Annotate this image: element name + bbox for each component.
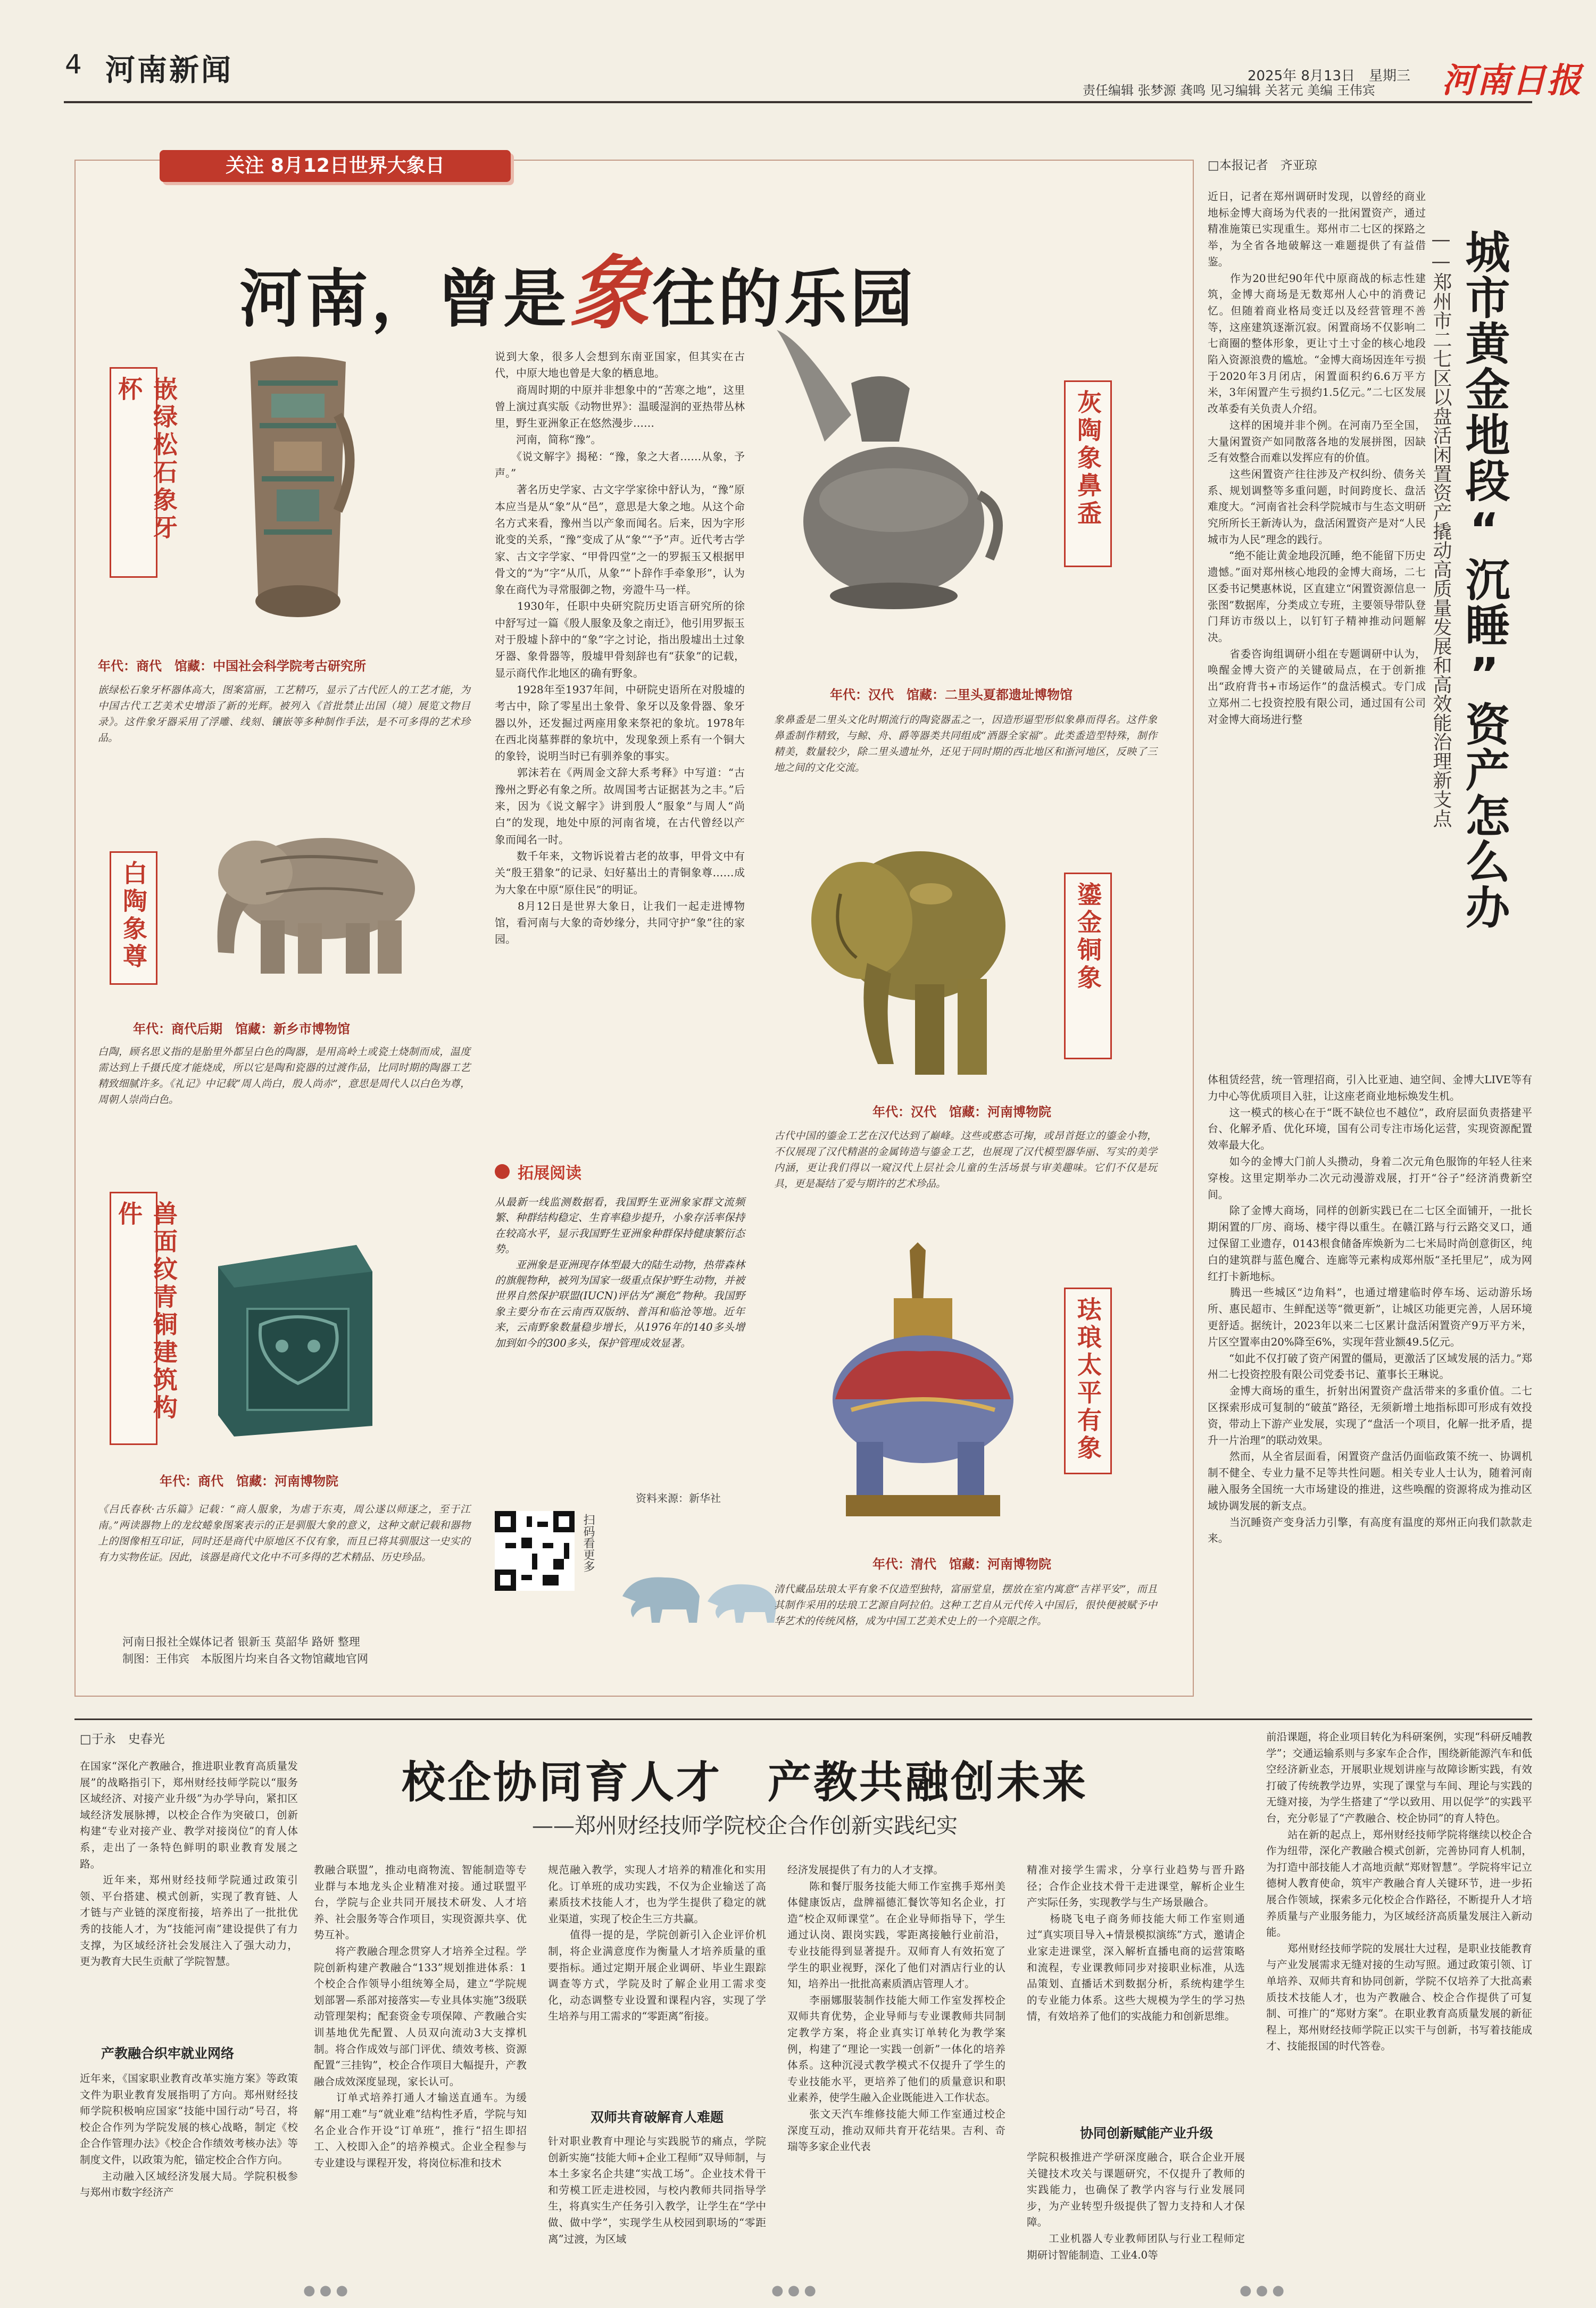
masthead — [0, 0, 1596, 101]
item-title-box-4 — [1064, 380, 1112, 567]
item-title-5: 鎏金铜象 — [1074, 882, 1102, 992]
qr-label: 扫码看更多 — [581, 1514, 595, 1572]
bottom-article-subtitle: ——郑州财经技师学院校企合作创新实践纪实 — [532, 1814, 958, 1838]
item-title-6: 珐琅太平有象 — [1074, 1297, 1102, 1463]
bottom-article-title: 校企协同育人才 产教共融创未来 — [402, 1757, 1088, 1808]
issue-date: 2025年 8月13日 星期三 — [1248, 68, 1411, 84]
bronze-component-image — [207, 1224, 383, 1442]
feature-tag-text: 关注 8月12日世界大象日 — [226, 155, 445, 177]
bottom-heading-2: 双师共育破解育人难题 — [591, 2110, 724, 2125]
item-desc-5: 古代中国的鎏金工艺在汉代达到了巅峰。这些或憨态可掬，或昂首挺立的鎏金小物，不仅展现了汉代精湛的金属铸造与鎏金工艺，也展现了汉代模型器华丽、写实的美学内涵，更让我们得以一窥汉代上层社会儿童的生活场景与审美趣味。它们不仅是玩具，更是凝结了爱与期许的艺术珍品。 — [774, 1130, 1157, 1190]
item-title-3: 兽面纹青铜建筑构件 — [114, 1201, 178, 1422]
bottom-col-1: 在国家“深化产教融合，推进职业教育高质量发展”的战略指引下，郑州财经技师学院以“服务区域经济、对接产业升级”为办学导向，紧扣区域经济发展脉搏，以校企合作为突破口，创新构建“专业对接产业、教学对接岗位”的育人体系，走出了一条特色鲜明的职业教育发展之路。 近年来，郑州财经技师学院通过政策引领、平台搭建、模式创新，实现了教育链、人才链与产业链的深度衔接，培养出了一批批优秀的技能人才，为“技能河南”建设提供了有力支撑，为区域经济社会发展注入了强大动力，更为教育大民生贡献了学院智慧。 — [80, 1760, 298, 1968]
elephant-silhouette-decoration — [612, 1559, 793, 1628]
bottom-col-6: 前沿课题，将企业项目转化为科研案例，实现“科研反哺教学”；交通运输系则与多家车企合作，围绕新能源汽车和低空经济新业态，开展职业规划讲座与故障诊断实践，有效打破了传统教学边界，实现了课堂与车间、理论与实践的无缝对接，为学生搭建了“学以致用、用以促学”的实践平台，充分彰显了“产教融合、校企协同”的育人特色。 站在新的起点上，郑州财经技师学院将继续以校企合作为纽带，深化产教融合模式创新，完善协同育人机制，为打造中部技能人才高地贡献“郑财智慧”。学院将牢记立德树人教育使命，筑牢产教融合育人关键环节，进一步拓展合作领域，探索多元化校企合作路径，不断提升人才培养质量与产业服务能力，为区域经济高质量发展注入新动能。 郑州财经技师学院的发展壮大过程，是职业技能教育与产业发展需求无缝对接的生动写照。通过政策引领、订单培养、双师共育和协同创新，学院不仅培养了大批高素质技术技能人才，也为产教融合、校企合作提供了可复制、可推广的“郑财方案”。在职业教育高质量发展的新征程上，郑州财经技师学院正以实干与创新，书写着技能成才、技能报国的时代答卷。 — [1266, 1731, 1532, 2053]
item-title-box-1 — [110, 367, 178, 578]
extended-reading-header — [495, 1160, 708, 1181]
bottom-col-3: 规范融入教学，实现人才培养的精准化和实用化。订单班的成功实践，不仅为企业输送了高素质技术技能人才，也为学生提供了稳定的就业渠道，实现了校企生三方共赢。 值得一提的是，学院创新引入企业评价机制，将企业满意度作为衡量人才培养质量的重要指标。通过定期开展企业调研、毕业生跟踪调查等方式，学院及时了解企业用工需求变化，动态调整专业设置和课程内容，实现了学生培养与用工需求的“零距离”衔接。 — [548, 1864, 766, 2023]
item-desc-3: 《吕氏春秋·古乐篇》记载：“商人服象，为虐于东夷，周公遂以师逐之，至于江南。”两读器物上的龙纹蜷象图案表示的正是驯服大象的意义，这种文献记载和器物上的图像相互印证，同时还是商代中原地区不仅有象，而且已将其驯服这一史实的有力实物佐证。因此，该器是商代文化中不可多得的艺术精品、历史珍品。 — [98, 1504, 470, 1563]
item-caption-3: 年代：商代 馆藏：河南博物院 — [160, 1474, 338, 1489]
extended-reading-label: 拓展阅读 — [518, 1164, 582, 1183]
masthead-rule — [64, 101, 1532, 103]
item-title-2: 白陶象尊 — [119, 860, 148, 971]
item-caption-1: 年代：商代 馆藏：中国社会科学院考古研究所 — [98, 659, 366, 674]
extended-reading-source: 资料来源：新华社 — [636, 1492, 721, 1505]
bottom-col-2: 教融合联盟”，推动电商物流、智能制造等专业群与本地龙头企业精准对接。通过联盟平台，学院与企业共同开展技术研发、人才培养、社会服务等合作项目，实现资源共享、优势互补。 将产教融合理念贯穿人才培养全过程。学院创新构建产教融合“133”规划推进体系：1个校企合作领导小组统筹全局，建立“学院规划部署—系部对接落实—专业具体实施”3级联动管理架构；配套资金专项保障、产教融合实训基地优先配置、人员双向流动3大支撑机制。将合作成效与部门评优、绩效考核、资源配置“三挂钩”，校企合作项目大幅提升，产教融合成效深度显现，家长认可。 订单式培养打通人才输送直通车。为缓解“用工难”与“就业难”结构性矛盾，学院与知名企业合作开设“订单班”，推行“招生即招工、入校即入企”的培养模式。企业全程参与专业建设与课程开发，将岗位标准和技术 — [314, 1864, 527, 2169]
bottom-col-5b: 学院积极推进产学研深度融合，联合企业开展关键技术攻关与课题研究，不仅提升了教师的实践能力，也确保了教学内容与行业发展同步，为产业转型升级提供了智力支持和人才保障。 工业机器人专业教师团队与行业工程师定期研讨智能制造、工业4.0等 — [1027, 2151, 1245, 2261]
item-desc-1: 嵌绿松石象牙杯器体高大，图案富丽，工艺精巧，显示了古代匠人的工艺才能，为中国古代工艺美术史增添了新的光辉。被列入《首批禁止出国（境）展览文物目录》。这件象牙器采用了浮雕、线刻、镶嵌等多种制作手法，是不可多得的艺术珍品。 — [98, 684, 470, 744]
cloisonne-elephant-image — [814, 1240, 1027, 1527]
page-dots-right: ●●● — [1240, 2282, 1289, 2298]
bottom-col-1b: 近年来，《国家职业教育改革实施方案》等政策文件为职业教育发展指明了方向。郑州财经技师学院积极响应国家“技能中国行动”号召，将校企合作列为学院发展的核心战略，制定《校企合作管理办法》《校企合作绩效考核办法》等制度文件，以政策为舵，锚定校企合作方向。 主动融入区域经济发展大局。学院积极参与郑州市数字经济产 — [80, 2072, 298, 2199]
item-desc-2: 白陶，顾名思义指的是胎里外都呈白色的陶器，是用高岭土或瓷土烧制而成，温度需达到上千摄氏度才能烧成，所以它是陶和瓷器的过渡作品，比同时期的陶器工艺精致细腻许多。《礼记》中记载“周人尚白，殷人尚赤”，意思是周代人以白色为尊，周朝人崇尚白色。 — [98, 1046, 470, 1106]
item-caption-2: 年代：商代后期 馆藏：新乡市博物馆 — [133, 1022, 350, 1036]
item-title-box-5 — [1064, 873, 1112, 1059]
bottom-article-author: □于永 史春光 — [80, 1732, 165, 1746]
feature-tag — [160, 150, 511, 182]
right-article-text-bottom: 体租赁经营，统一管理招商，引入比亚迪、迪空间、金博大LIVE等有力中心等优质项目入驻，让这座老商业地标焕发生机。 这一模式的核心在于“既不缺位也不越位”，政府层面负责搭建平台、化解矛盾、优化环境，国有公司专注市场化运营，实现资源配置效率最大化。 如今的金博大门前人头攒动，身着二次元角色服饰的年轻人往来穿梭。这里定期举办二次元动漫游戏展，打开“谷子”经济消费新空间。 除了金博大商场，同样的创新实践已在二七区全面铺开，一批长期闲置的厂房、商场、楼宇得以重生。在赣江路与行云路交叉口，通过保留工业遗存，0143根食储备库焕新为二七米局时尚创意街区，纯白的建筑群与蓝色魔合、连廊等元素构成郑州版“圣托里尼”，成为网红打卡新地标。 腾迅一些城区“边角料”，也通过增建临时停车场、运动游乐场所、惠民超市、生鲜配送等“微更新”，让城区功能更完善，人居环境更舒适。据统计，2023年以来二七区累计盘活闲置资产9万平方米，片区空置率由20%降至6%，实现年营业额49.5亿元。 “如此不仅打破了资产闲置的僵局，更激活了区域发展的活力。”郑州二七投资控股有限公司党委书记、董事长王琳说。 金博大商场的重生，折射出闲置资产盘活带来的多重价值。二七区探索形成可复制的“破茧”路径，无须新增土地指标即可形成有效投资，带动上下游产业发展，实现了“盘活一个项目，化解一批矛盾，提升一片治理”的联动效果。 然而，从全省层面看，闲置资产盘活仍面临政策不统一、协调机制不健全、专业力量不足等共性问题。相关专业人士认为，随着河南融入服务全国统一大市场建设的推进，这些唤醒的资源将成为推动区域协调发展的新支点。 当沉睡资产变身活力引擎，有高度有温度的郑州正向我们款款走来。 — [1208, 1074, 1532, 1545]
bottom-heading-1: 产教融合织牢就业网络 — [101, 2046, 235, 2061]
feature-title-part3: 往的乐园 — [652, 262, 917, 336]
feature-title-elephant: 象 — [569, 246, 653, 340]
grey-pottery-he-image — [771, 319, 1016, 617]
feature-center-text: 说到大象，很多人会想到东南亚国家，但其实在古代，中原大地也曾是大象的栖息地。 商周时期的中原并非想象中的“苦寒之地”，这里曾上演过真实版《动物世界》：温暖湿润的亚热带丛林里，野生亚洲象正在悠然漫步…… 河南，简称“豫”。 《说文解字》揭秘：“豫，象之大者……从象，予声。” 著名历史学家、古文字学家徐中舒认为，“豫”原本应当是从“象”从“邑”，意思是大象之地。从这个命名方式来看，豫州当以产象而闻名。后来，因为字形讹变的关系，“豫”变成了从“象”“予”声。近代考古学家、古文字学家、“甲骨四堂”之一的罗振玉又根据甲骨文的“为”字“从爪，从象”“卜辞作手牵象形”，认为象在商代为寻常服御之物，旁證牛马一样。 1930年，任职中央研究院历史语言研究所的徐中舒写过一篇《殷人服象及象之南迁》，他引用罗振玉对于殷墟卜辞中的“象”字之讨论，指出殷墟出土过象牙器、象骨器等，殷墟甲骨刻辞也有“获象”的记载，显示商代作北地区的确有野象。 1928年至1937年间，中研院史语所在对殷墟的考古中，除了零星出土象骨、象牙以及象骨器、象牙器以外，还发掘过两座用象来祭祀的象坑。1978年在西北岗墓葬群的象坑中，发现象颈上系有一个铜大的象铃，说明当时已有驯养象的事实。 郭沫若在《两周金文辞大系考释》中写道：“古豫州之野必有象之所。故周国考古证据甚为之丰。”后来，因为《说文解字》讲到殷人“服象”与周人“尚白”的发现，地处中原的河南省境，在古代曾经以产象而闻名一时。 数千年来，文物诉说着古老的故事，甲骨文中有关“殷王猎象”的记录、妇好墓出土的青铜象尊……成为大象在中原“原住民”的明证。 8月12日是世界大象日，让我们一起走进博物馆，看河南与大象的奇妙缘分，共同守护“象”往的家园。 — [495, 350, 745, 946]
right-article-title: 城市黄金地段“沉睡”资产怎么办 — [1458, 229, 1510, 930]
item-title-box-6 — [1064, 1288, 1112, 1474]
gilt-bronze-elephant-image — [798, 814, 1021, 1096]
extended-reading-icon — [495, 1164, 510, 1179]
right-article-subtitle: ——郑州市二七区以盘活闲置资产撬动高质量发展和高效能治理新支点 — [1430, 229, 1452, 828]
item-caption-5: 年代：汉代 馆藏：河南博物院 — [872, 1105, 1051, 1119]
item-caption-6: 年代：清代 馆藏：河南博物院 — [872, 1557, 1051, 1572]
item-title-box-3 — [110, 1192, 178, 1445]
item-title-box-2 — [110, 851, 157, 985]
right-article-author: □本报记者 齐亚琼 — [1208, 159, 1317, 172]
ivory-cup-image — [234, 351, 362, 638]
editor-credits: 责任编辑 张梦源 龚鸣 见习编辑 关茗元 美编 王伟宾 — [1083, 83, 1375, 98]
item-title-1: 嵌绿松石象牙杯 — [114, 376, 178, 542]
bottom-col-5: 精准对接学生需求，分享行业趋势与晋升路径；合作企业技术骨干走进课堂，解析企业生产实际任务，实现教学与生产场景融合。 杨晓飞电子商务师技能大师工作室则通过“真实项目导入+情景模拟演练”方式，邀请企业家走进课堂，深入解析直播电商的运营策略和流程，专业课教师同步对接职业标准，从选品策划、直播话术到数据分析，系统构建学生的专业能力体系。这些大规模为学生的学习热情，有效培养了他们的实战能力和创新思维。 — [1027, 1864, 1245, 2023]
section-name: 河南新闻 — [105, 53, 233, 88]
paper-logo: 河南日报 — [1442, 61, 1582, 101]
qr-code[interactable] — [495, 1511, 575, 1591]
feature-title — [239, 229, 1037, 340]
page-dots-center: ●●● — [771, 2282, 821, 2298]
bottom-col-3b: 针对职业教育中理论与实践脱节的痛点，学院创新实施“技能大师+企业工程师”双导师制，与本土多家名企共建“实战工场”。企业技术骨干和劳模工匠走进校园，与校内教师共同指导学生，将真实生产任务引入教学，让学生在“学中做、做中学”，实现学生从校园到职场的“零距离”过渡，为区域 — [548, 2135, 766, 2245]
section-divider — [74, 1718, 1532, 1720]
right-article-text-top: 近日，记者在郑州调研时发现，以曾经的商业地标金博大商场为代表的一批闲置资产，通过精准施策已实现重生。郑州市二七区的探路之举，为全省各地破解这一难题提供了有益借鉴。 作为20世纪90年代中原商战的标志性建筑，金博大商场是无数郑州人心中的消费记忆。但随着商业格局变迁以及经营管理不善等，这座建筑逐渐沉寂。闲置商场不仅影响二七商圈的整体形象，更让寸土寸金的核心地段陷入资源浪费的尴尬。“金博大商场因连年亏损于2020年3月闭店，闲置面积约6.6万平方米，3年闲置产生亏损约1.5亿元。”二七区发展改革委有关负责人介绍。 这样的困境并非个例。在河南乃至全国，大量闲置资产如同散落各地的发展拼图，因缺乏有效整合而难以发挥应有的价值。 这些闲置资产往往涉及产权纠纷、债务关系、规划调整等多重问题，时间跨度长、盘活难度大。“河南省社会科学院城市与生态文明研究所所长王新涛认为，盘活闲置资产是对“人民城市为人民”理念的践行。 “绝不能让黄金地段沉睡，绝不能留下历史遗憾。”面对郑州核心地段的金博大商场，二七区委书记樊惠林说，区直建立“闲置资源信息一张图”数据库，分类成立专班，主要领导带队登门拜访市级以上，以钉钉子精神推动问题解决。 省委咨询组调研小组在专题调研中认为，唤醒金博大资产的关键破局点，在于创新推出“政府背书+市场运作”的盘活模式。专门成立郑州二七投资控股有限公司，通过国有公司对金博大商场进行整 — [1208, 190, 1426, 726]
extended-reading-text: 从最新一线监测数据看，我国野生亚洲象家群文流频繁、种群结构稳定、生育率稳步提升，小象存活率保持在较高水平，显示我国野生亚洲象种群保持健康繁衍态势。 亚洲象是亚洲现存体型最大的陆生动物，热带森林的旗舰物种，被列为国家一级重点保护野生动物，并被世界自然保护联盟(IUCN)评估为“濒危”物种。我国野象主要分布在云南西双版纳、普洱和临沧等地。近年来，云南野象数量稳步增长，从1976年的140多头增加到如今的300多头，保护管理成效显著。 — [495, 1196, 745, 1349]
item-caption-4: 年代：汉代 馆藏：二里头夏都遗址博物馆 — [830, 687, 1073, 702]
white-pottery-elephant-image — [197, 814, 442, 984]
bottom-col-4: 经济发展提供了有力的人才支撑。 陈和餐厅服务技能大师工作室携手郑州美体健康饭店，盘牌福德汇餐饮等知名企业，打造“校企双师课堂”。在企业导师指导下，学生通过认岗、跟岗实践，零距离接触行业前沿，专业技能得到显著提升。双师育人有效拓宽了学生的职业视野，深化了他们对酒店行业的认知，培养出一批批高素质酒店管理人才。 李丽娜服装制作技能大师工作室发挥校企双师共育优势，企业导师与专业课教师共同制定教学方案，将企业真实订单转化为教学案例，构建了“理论一实践一创新”一体化的培养体系。这种沉浸式教学模式不仅提升了学生的专业技能水平，更培养了他们的质量意识和职业素养，使学生融入企业既能进入工作状态。 张文天汽车维修技能大师工作室通过校企深度互动，推动双师共育开花结果。吉利、奇瑞等多家企业代表 — [787, 1864, 1005, 2153]
feature-title-part1: 河南，曾是 — [239, 262, 570, 336]
feature-credits: 河南日报社全媒体记者 银新玉 莫韶华 路妍 整理 制图：王伟宾 本版图片均来自各文物馆藏地官网 — [122, 1635, 368, 1665]
page-number: 4 — [65, 49, 82, 80]
item-desc-6: 清代藏品珐琅太平有象不仅造型独特，富丽堂皇，摆放在室内寓意“吉祥平安”，而且其制作采用的珐琅工艺源自阿拉伯。这种工艺自从元代传入中国后，很快便被赋予中华艺术的传统风格，成为中国工艺美术史上的一个亮眼之作。 — [774, 1583, 1157, 1627]
page-dots-left: ●●● — [303, 2282, 353, 2298]
item-desc-4: 象鼻盉是二里头文化时期流行的陶瓷器盂之一，因造形逼型形似象鼻而得名。这件象鼻盉制作精致，与鲸、舟、爵等器类共同组成“酒器全家福”。此类盉造型特殊，制作精美，数量较少，除二里头遗址外，还见于同时期的西北地区和浙河地区，反映了三地之间的文化交流。 — [774, 714, 1157, 774]
item-title-4: 灰陶象鼻盉 — [1074, 389, 1102, 528]
bottom-heading-3: 协同创新赋能产业升级 — [1080, 2126, 1213, 2141]
